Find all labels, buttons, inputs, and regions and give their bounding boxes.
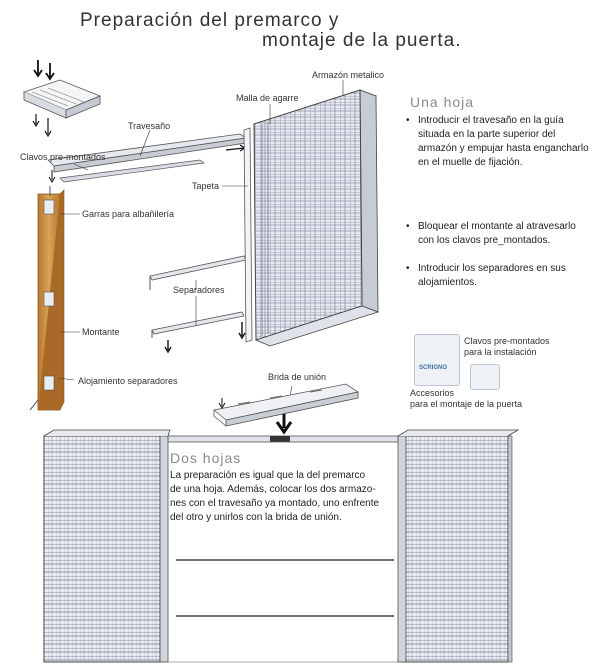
bag-logo: SCRIGNO (419, 365, 448, 371)
label-clavos: Clavos pre-montados (20, 152, 106, 162)
label-separadores: Separadores (173, 285, 225, 295)
montante-post (30, 186, 64, 410)
down-arrow-icon (34, 60, 42, 76)
big-down-arrow-icon (277, 414, 291, 432)
rail-detail (24, 60, 100, 136)
dos-hojas-frames (44, 430, 518, 662)
page-title-line1: Preparación del premarco y (80, 10, 340, 31)
una-hoja-bullet-1: • Introducir el travesaño en la guía situada en la parte superior del armazón y empujar hasta engancharlo en el muelle de fijación. (406, 114, 592, 170)
tapeta-strip (244, 128, 252, 342)
brida-de-union (214, 384, 358, 426)
label-tapeta: Tapeta (192, 181, 220, 191)
page-title-line2: montaje de la puerta. (262, 30, 462, 51)
una-hoja-heading: Una hoja (410, 94, 475, 110)
clavos-bag-image (414, 334, 460, 386)
dos-hojas-text: La preparación es igual que la del premarco de una hoja. Además, colocar los dos armazo- nes con el travesaño ya montado, uno enfrente del otro y unirlos con la brida de unión. (170, 470, 380, 523)
down-arrow-icon (46, 63, 54, 79)
dos-hojas-heading: Dos hojas (170, 450, 242, 466)
una-hoja-bullet-1-text: Introducir el travesaño en la guía situada en la parte superior del armazón y empujar hasta engancharlo en el muelle de fijación. (418, 115, 589, 168)
label-kit-accesorios: Accesorios para el montaje de la puerta (410, 388, 523, 409)
label-alojamiento: Alojamiento separadores (78, 376, 178, 386)
label-malla: Malla de agarre (236, 93, 299, 103)
una-hoja-bullet-2: • Bloquear el montante al atravesarlo con los clavos pre_montados. (406, 220, 592, 248)
label-montante: Montante (82, 327, 120, 337)
label-kit-clavos: Clavos pre-montados para la instalación (464, 336, 550, 357)
accesorios-bag-image (470, 364, 500, 390)
una-hoja-bullet-3: • Introducir los separadores en sus alojamientos. (406, 262, 592, 290)
una-hoja-bullet-3-text: Introducir los separadores en sus alojamientos. (418, 263, 566, 288)
label-brida: Brida de unión (268, 372, 327, 382)
armazon-metalico-panel (254, 90, 378, 346)
label-armazon: Armazón metalico (312, 70, 385, 80)
separadores (150, 256, 246, 352)
label-garras: Garras para albañilería (82, 209, 175, 219)
label-travesano: Travesaño (128, 121, 171, 131)
una-hoja-bullet-2-text: Bloquear el montante al atravesarlo con los clavos pre_montados. (418, 221, 576, 246)
